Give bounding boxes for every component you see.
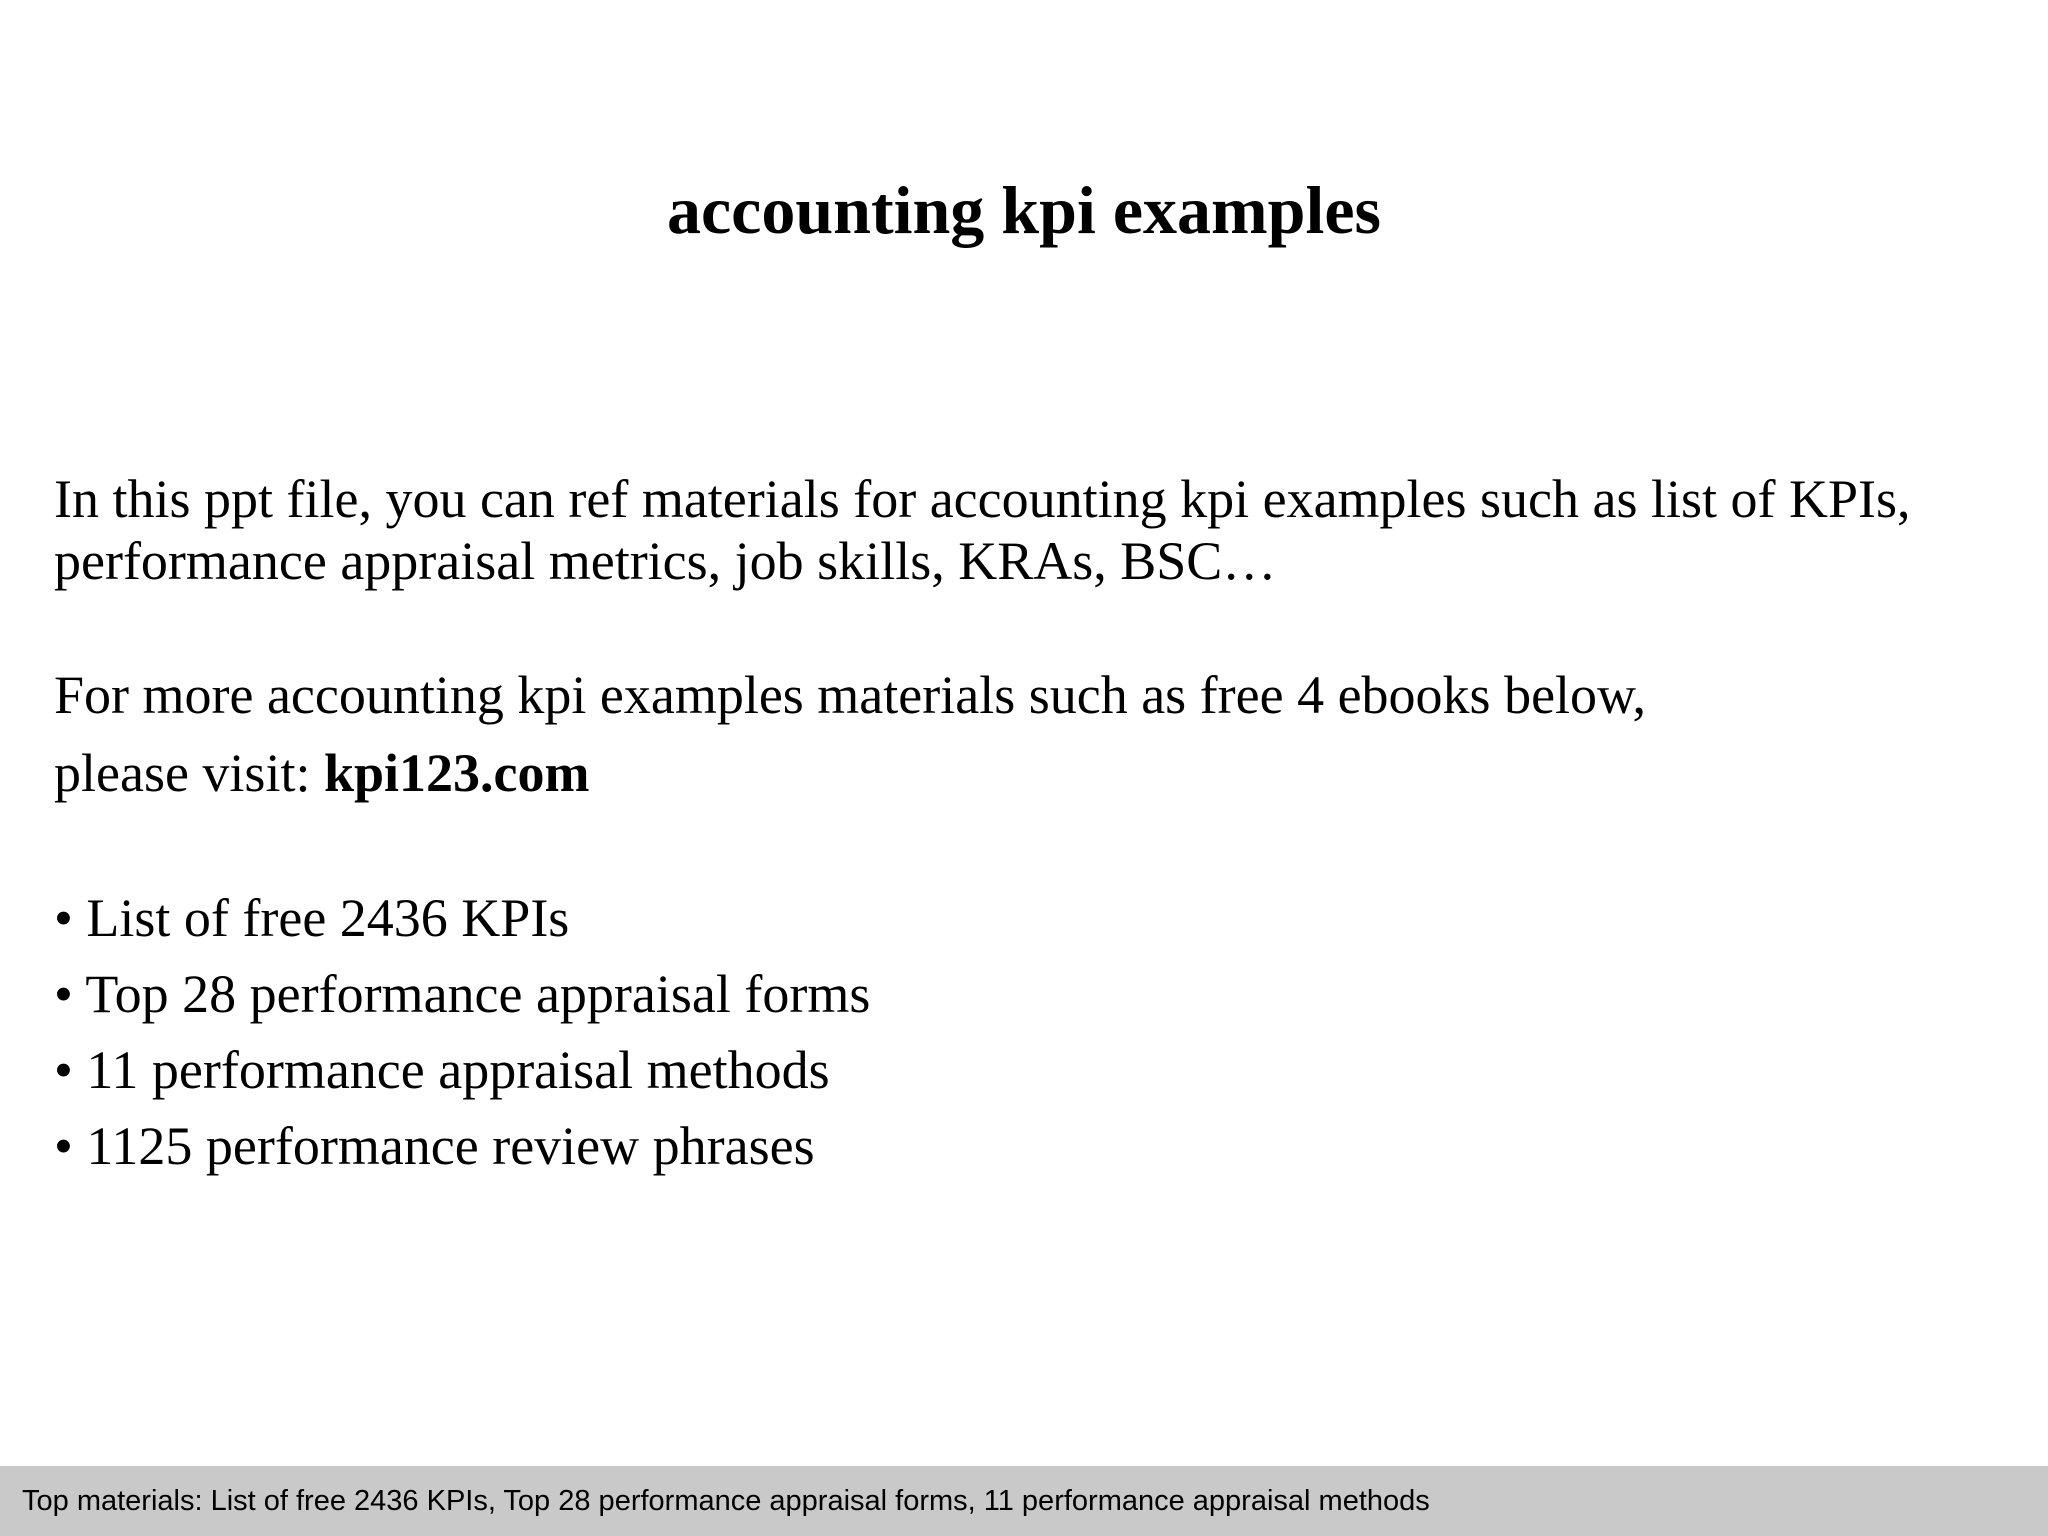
list-item: • 1125 performance review phrases xyxy=(54,1116,815,1176)
site-link[interactable]: kpi123.com xyxy=(323,743,590,803)
list-item: • 11 performance appraisal methods xyxy=(54,1040,830,1100)
visit-paragraph xyxy=(54,656,1994,812)
intro-paragraph: In this ppt file, you can ref materials for accounting kpi examples such as list of KPIs, performance appraisal metrics, job skills, KRAs, BSC… xyxy=(54,469,1911,591)
visit-text: For more accounting kpi examples materials such as free 4 ebooks below, xyxy=(54,665,1647,725)
ebook-list xyxy=(54,880,870,1184)
slide-title: accounting kpi examples xyxy=(666,172,1382,248)
list-item: • List of free 2436 KPIs xyxy=(54,888,570,948)
list-item: • Top 28 performance appraisal forms xyxy=(54,964,871,1024)
footer-bar: Top materials: List of free 2436 KPIs, Top 28 performance appraisal forms, 11 performance appraisal methods xyxy=(0,1466,2048,1536)
visit-prefix: please visit: xyxy=(54,743,324,803)
